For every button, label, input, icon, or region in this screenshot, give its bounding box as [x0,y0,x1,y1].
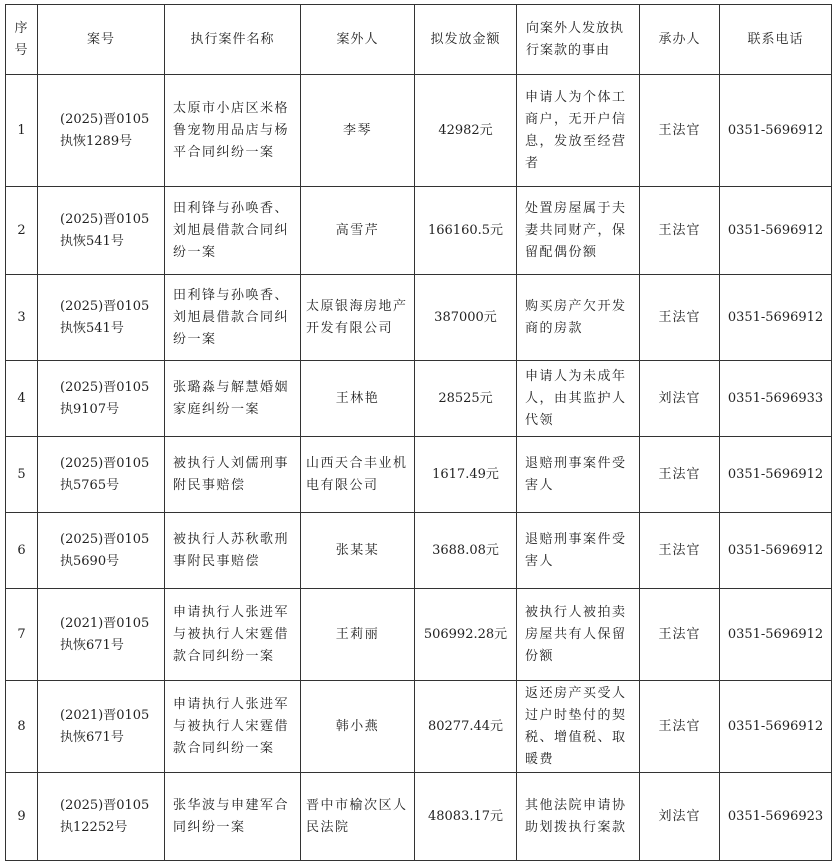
cell-outsider: 山西天合丰业机电有限公司 [301,437,415,513]
cell-judge: 刘法官 [640,773,720,861]
cell-seq: 6 [6,513,38,589]
cell-case-name: 太原市小店区米格鲁宠物用品店与杨平合同纠纷一案 [165,75,301,187]
cell-judge: 王法官 [640,681,720,773]
cell-seq: 2 [6,187,38,275]
cell-reason: 返还房产买受人过户时垫付的契税、增值税、取暖费 [517,681,640,773]
table-row [6,513,832,589]
cell-seq: 5 [6,437,38,513]
table-row [6,437,832,513]
header-outsider: 案外人 [301,5,415,75]
cell-case-no: (2025)晋0105执12252号 [38,773,165,861]
cell-case-no: (2025)晋0105执5765号 [38,437,165,513]
cell-case-no: (2025)晋0105执5690号 [38,513,165,589]
cell-case-no: (2025)晋0105执恢541号 [38,187,165,275]
cell-reason: 被执行人被拍卖房屋共有人保留份额 [517,589,640,681]
cell-reason: 处置房屋属于夫妻共同财产，保留配偶份额 [517,187,640,275]
cell-reason: 申请人为未成年人，由其监护人代领 [517,361,640,437]
cell-phone: 0351-5696912 [720,681,832,773]
cell-phone: 0351-5696912 [720,589,832,681]
cell-outsider: 韩小燕 [301,681,415,773]
header-amount: 拟发放金额 [415,5,517,75]
table-row [6,75,832,187]
cell-amount: 506992.28元 [415,589,517,681]
cell-case-name: 田利锋与孙唤香、刘旭晨借款合同纠纷一案 [165,187,301,275]
cell-phone: 0351-5696912 [720,187,832,275]
cell-case-no: (2021)晋0105执恢671号 [38,589,165,681]
cell-case-name: 申请执行人张进军与被执行人宋霆借款合同纠纷一案 [165,589,301,681]
cell-seq: 7 [6,589,38,681]
cell-case-name: 张璐淼与解慧婚姻家庭纠纷一案 [165,361,301,437]
cell-seq: 9 [6,773,38,861]
header-judge: 承办人 [640,5,720,75]
header-seq: 序号 [6,5,38,75]
cell-outsider: 王莉丽 [301,589,415,681]
cell-judge: 王法官 [640,187,720,275]
header-phone: 联系电话 [720,5,832,75]
cell-amount: 42982元 [415,75,517,187]
cell-case-name: 被执行人刘儒刑事附民事赔偿 [165,437,301,513]
table-row [6,681,832,773]
cell-outsider: 高雪芹 [301,187,415,275]
cell-reason: 退赔刑事案件受害人 [517,437,640,513]
cell-phone: 0351-5696912 [720,437,832,513]
cell-case-name: 田利锋与孙唤香、刘旭晨借款合同纠纷一案 [165,275,301,361]
cell-seq: 1 [6,75,38,187]
cell-phone: 0351-5696912 [720,513,832,589]
header-reason: 向案外人发放执行案款的事由 [517,5,640,75]
cell-phone: 0351-5696933 [720,361,832,437]
cell-amount: 166160.5元 [415,187,517,275]
cell-amount: 28525元 [415,361,517,437]
cell-amount: 48083.17元 [415,773,517,861]
cell-amount: 1617.49元 [415,437,517,513]
cell-amount: 387000元 [415,275,517,361]
cell-case-no: (2025)晋0105执9107号 [38,361,165,437]
cell-case-name: 申请执行人张进军与被执行人宋霆借款合同纠纷一案 [165,681,301,773]
cell-reason: 退赔刑事案件受害人 [517,513,640,589]
header-case-no: 案号 [38,5,165,75]
cell-case-no: (2025)晋0105执恢541号 [38,275,165,361]
cell-judge: 王法官 [640,75,720,187]
cell-seq: 8 [6,681,38,773]
header-case-name: 执行案件名称 [165,5,301,75]
cell-case-name: 张华波与申建军合同纠纷一案 [165,773,301,861]
cell-amount: 3688.08元 [415,513,517,589]
cell-reason: 其他法院申请协助划拨执行案款 [517,773,640,861]
cell-seq: 4 [6,361,38,437]
cell-case-no: (2025)晋0105执恢1289号 [38,75,165,187]
cell-outsider: 晋中市榆次区人民法院 [301,773,415,861]
cell-phone: 0351-5696912 [720,275,832,361]
cell-seq: 3 [6,275,38,361]
cell-outsider: 李琴 [301,75,415,187]
cell-phone: 0351-5696912 [720,75,832,187]
cell-judge: 刘法官 [640,361,720,437]
cell-case-name: 被执行人苏秋歌刑事附民事赔偿 [165,513,301,589]
cell-amount: 80277.44元 [415,681,517,773]
cell-phone: 0351-5696923 [720,773,832,861]
cell-judge: 王法官 [640,275,720,361]
cell-outsider: 张某某 [301,513,415,589]
disbursement-table [5,4,832,861]
cell-judge: 王法官 [640,513,720,589]
table-row [6,187,832,275]
cell-judge: 王法官 [640,437,720,513]
cell-judge: 王法官 [640,589,720,681]
table-row [6,589,832,681]
cell-reason: 申请人为个体工商户，无开户信息，发放至经营者 [517,75,640,187]
table-row [6,361,832,437]
cell-outsider: 王林艳 [301,361,415,437]
header-row [6,5,832,75]
cell-outsider: 太原银海房地产开发有限公司 [301,275,415,361]
table-row [6,773,832,861]
table-row [6,275,832,361]
cell-reason: 购买房产欠开发商的房款 [517,275,640,361]
cell-case-no: (2021)晋0105执恢671号 [38,681,165,773]
